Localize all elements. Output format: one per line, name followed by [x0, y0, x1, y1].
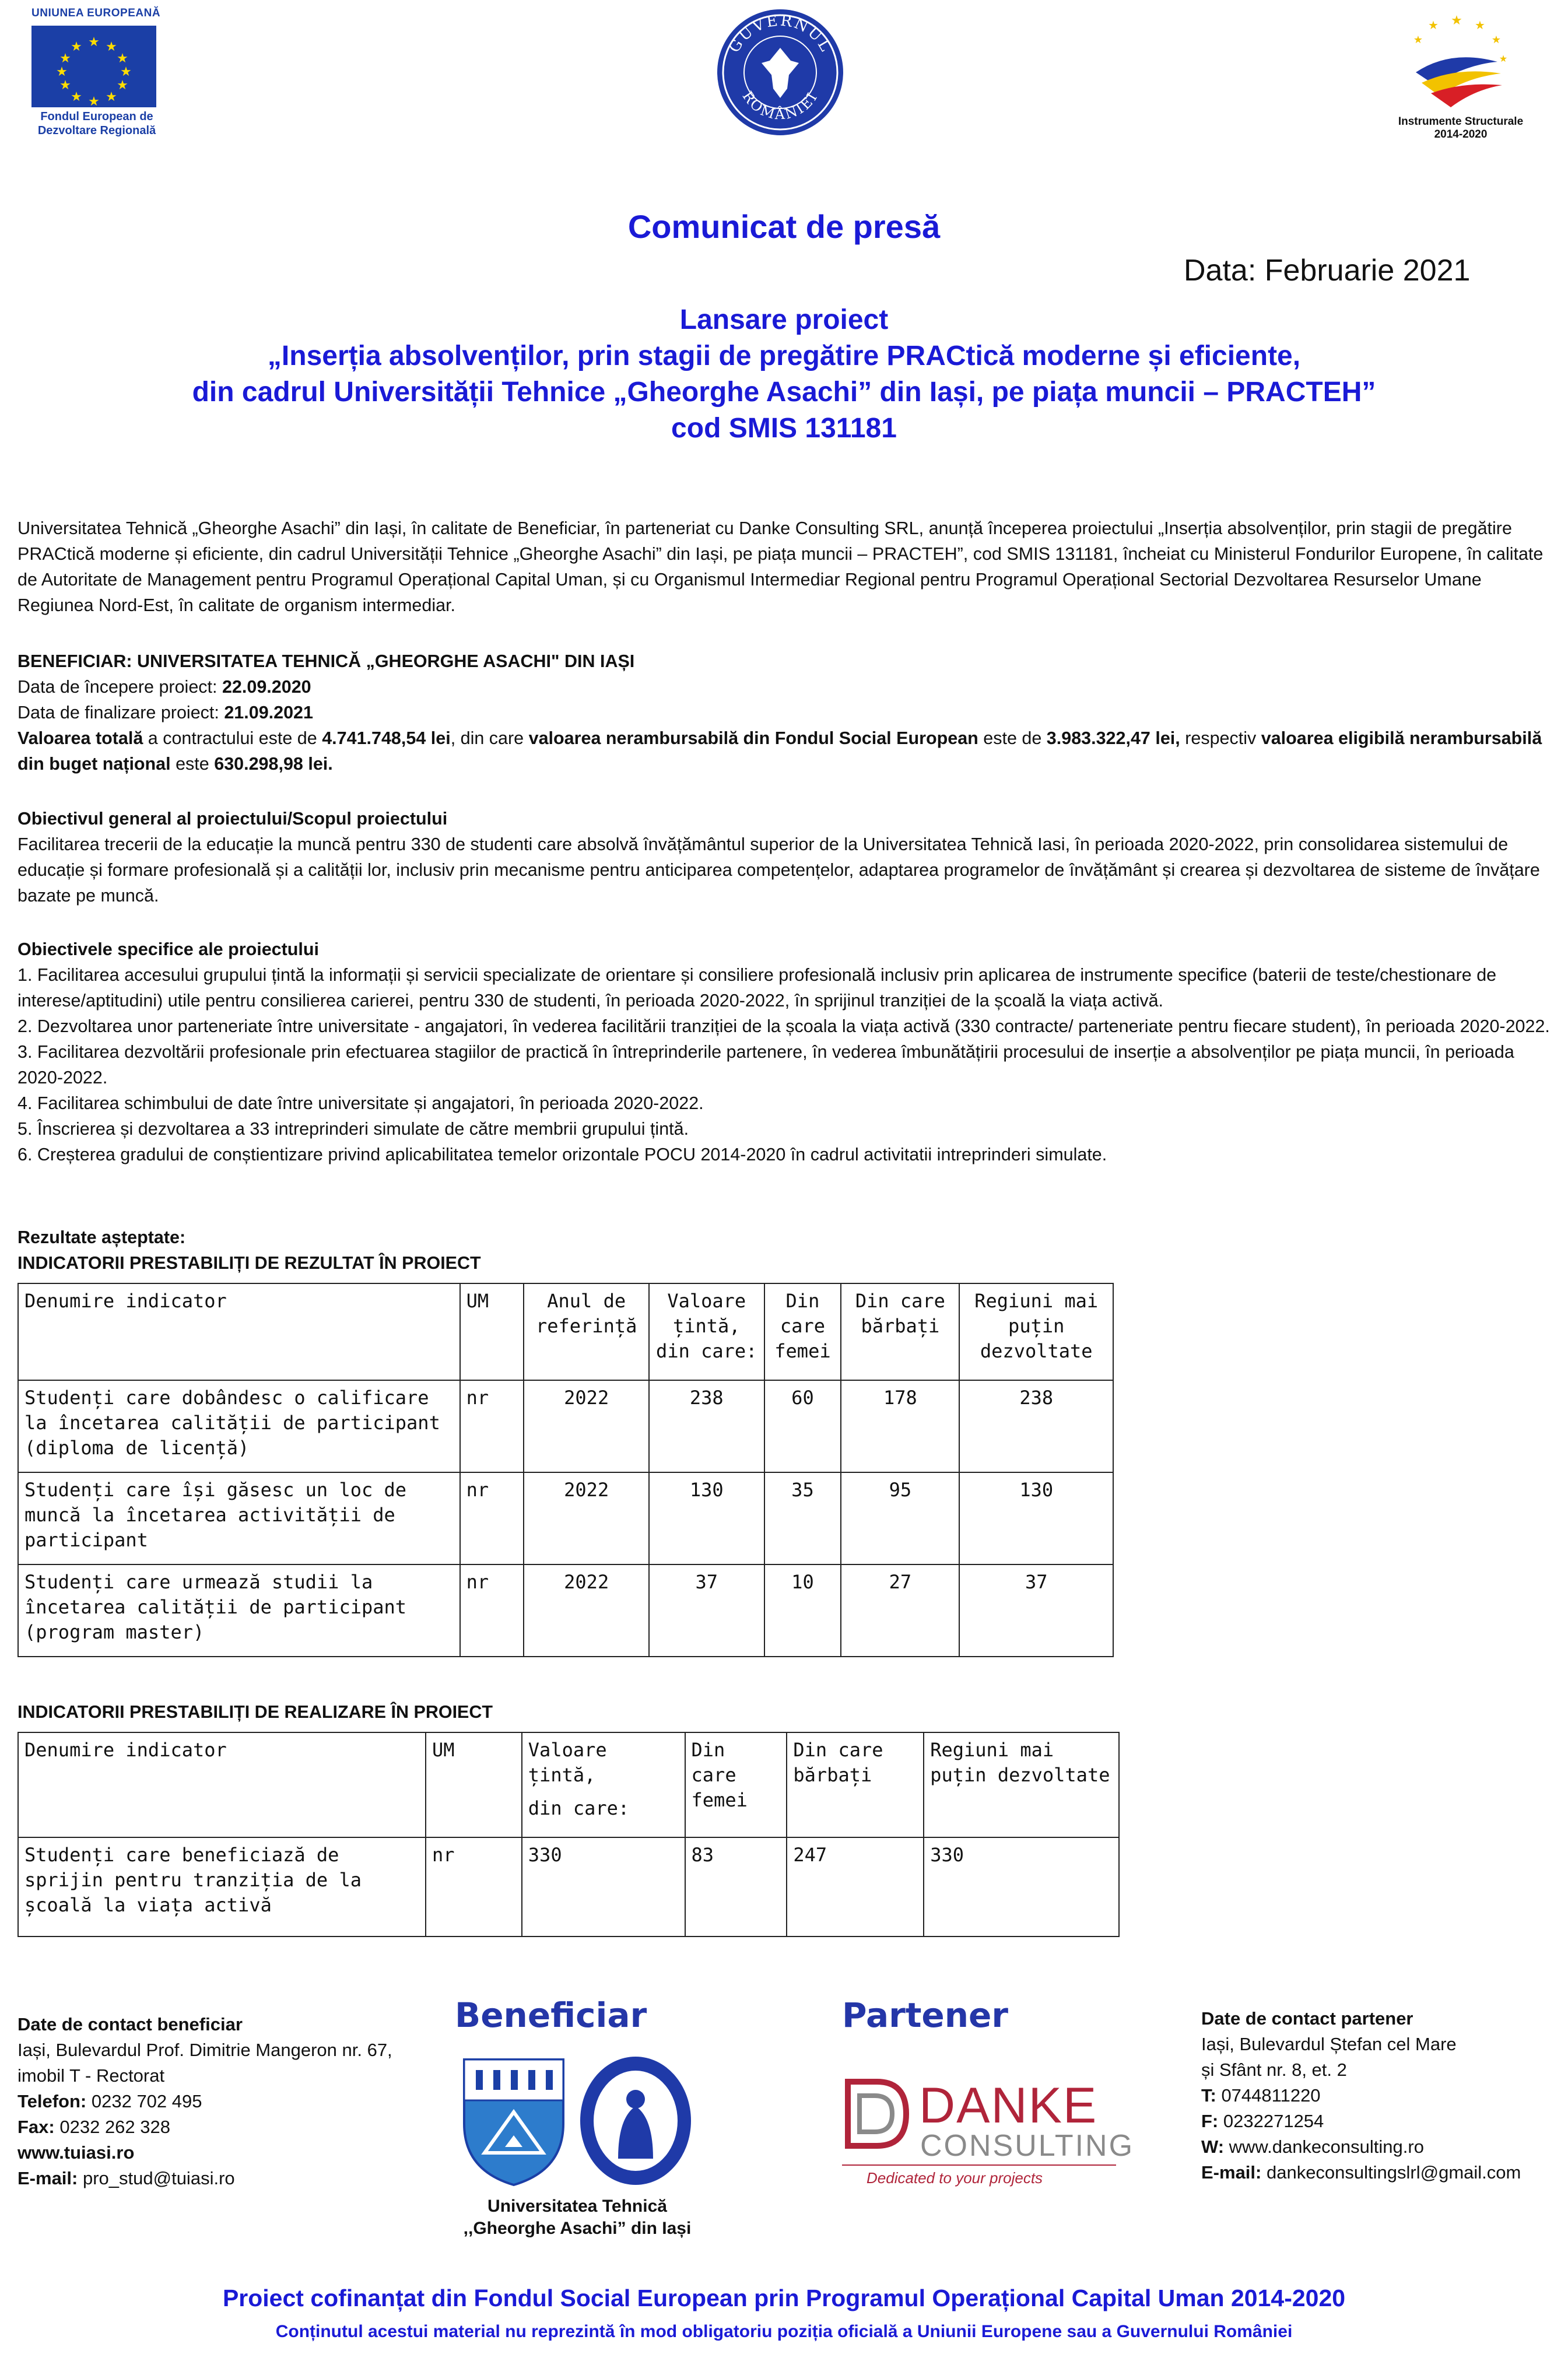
- svg-text:★: ★: [106, 89, 117, 104]
- partner-contact: [1201, 2006, 1563, 2185]
- svg-text:★: ★: [1499, 54, 1508, 64]
- project-title-line2: „Inserția absolvenților, prin stagii de pregătire PRACtică moderne și eficiente,: [267, 341, 1301, 371]
- table-cell: Studenți care dobândesc o calificare la încetarea calității de participant (diploma de licență): [18, 1380, 460, 1472]
- beneficiary-email: [17, 2166, 449, 2191]
- table-header-cell: Anul de referință: [524, 1283, 649, 1380]
- svg-text:★: ★: [59, 78, 71, 92]
- partner-address-1: Iași, Bulevardul Ștefan cel Mare: [1201, 2034, 1457, 2054]
- table-cell: 37: [649, 1564, 764, 1657]
- structural-instruments-label: [1376, 115, 1545, 141]
- table-header-cell: Regiuni mai puțin dezvoltate: [924, 1732, 1119, 1837]
- objective-item: 6. Creșterea gradului de conștientizare privind aplicabilitatea temelor orizontale POCU 2014-2020 în cadrul activitatii intreprinderi simulate.: [17, 1145, 1107, 1164]
- partner-website: [1201, 2134, 1563, 2160]
- partner-contact-heading: Date de contact partener: [1201, 2008, 1413, 2029]
- cv-9: valoarea eligibilă nerambursabilă din buget național: [17, 728, 1542, 774]
- table-cell: 2022: [524, 1472, 649, 1564]
- start-date-value: 22.09.2020: [222, 677, 311, 697]
- table-cell: 238: [959, 1380, 1113, 1472]
- table-cell: 2022: [524, 1380, 649, 1472]
- partner-phone-label: T:: [1201, 2085, 1216, 2106]
- table-row: [18, 1837, 1119, 1936]
- svg-text:★: ★: [1428, 19, 1439, 32]
- svg-text:★: ★: [56, 64, 68, 79]
- danke-brand: DANKE: [919, 2078, 1098, 2134]
- table-cell: 330: [924, 1837, 1119, 1936]
- partner-phone: [1201, 2083, 1563, 2109]
- fax-value: 0232 262 328: [54, 2117, 170, 2137]
- cv-8: respectiv: [1180, 728, 1261, 748]
- table-header-cell: Din care bărbați: [787, 1732, 924, 1837]
- end-date: [17, 700, 1551, 725]
- cv-1: Valoarea totală: [17, 728, 143, 748]
- partner-fax: [1201, 2109, 1563, 2134]
- eu-title: UNIUNEA EUROPEANĂ: [31, 7, 161, 19]
- phone-value: 0232 702 495: [86, 2091, 202, 2111]
- general-objective-heading: Obiectivul general al proiectului/Scopul proiectului: [17, 809, 448, 829]
- cofinancing-note: Proiect cofinanțat din Fondul Social European prin Programul Operațional Capital Uman 2014-2020: [222, 2285, 1346, 2311]
- project-title-line3: din cadrul Universității Tehnice „Gheorghe Asachi” din Iași, pe piața muncii – PRACTEH”: [192, 377, 1376, 408]
- end-date-value: 21.09.2021: [224, 703, 313, 722]
- beneficiary-fax: [17, 2114, 449, 2140]
- table-header-cell: [522, 1732, 685, 1837]
- objective-item: 1. Facilitarea accesului grupului țintă la informații și servicii specializate de orientare și consiliere profesională inclusiv prin aplicarea de instrumente specifice (baterii de teste/chestionare de interese/aptitudini) utile pentru consilierea carierei, pentru 330 de studenti, în perioada 2020-2022, în sprijinul tranziției de la școală la viața activă.: [17, 965, 1497, 1011]
- is-years: 2014-2020: [1434, 128, 1488, 141]
- project-title: [0, 302, 1568, 447]
- project-title-line4: cod SMIS 131181: [671, 413, 897, 444]
- table-cell: 238: [649, 1380, 764, 1472]
- table-row: [18, 1380, 1113, 1472]
- svg-text:★: ★: [59, 51, 71, 65]
- is-label: Instrumente Structurale: [1398, 115, 1524, 128]
- table-cell: 2022: [524, 1564, 649, 1657]
- general-objective-text: Facilitarea trecerii de la educație la muncă pentru 330 de studenti care absolvă învățământul superior de la Universitatea Tehnică Iasi, în perioada 2020-2022, prin consolidarea sistemului de educație și formare profesională și a calității lor, inclusiv prin mecanisme pentru anticiparea competențelor, adaptarea programelor de învățământ și crearea și dezvoltarea de sisteme de învățare bazate pe muncă.: [17, 834, 1540, 906]
- svg-text:★: ★: [117, 78, 128, 92]
- output-indicators-table: [17, 1732, 1120, 1937]
- gov-bottom-text: ROMÂNIEI: [739, 88, 822, 123]
- table-cell: 35: [764, 1472, 841, 1564]
- table-header-cell: Denumire indicator: [18, 1283, 460, 1380]
- partner-fax-label: F:: [1201, 2111, 1219, 2131]
- contract-value: [17, 725, 1551, 777]
- table-header-cell: Valoare țintă, din care:: [649, 1283, 764, 1380]
- eu-flag-icon: [31, 26, 156, 107]
- table-cell: 178: [841, 1380, 959, 1472]
- table-header-cell: Din care bărbați: [841, 1283, 959, 1380]
- table-cell: 130: [649, 1472, 764, 1564]
- table-header-cell: Denumire indicator: [18, 1732, 426, 1837]
- table-cell: 27: [841, 1564, 959, 1657]
- results-heading: Rezultate așteptate:: [17, 1227, 186, 1247]
- table-cell: 10: [764, 1564, 841, 1657]
- consulting-brand: CONSULTING: [920, 2129, 1135, 2163]
- table-cell: nr: [460, 1472, 524, 1564]
- table-cell: 130: [959, 1472, 1113, 1564]
- svg-text:★: ★: [106, 39, 117, 54]
- partner-email-value: dankeconsultingslrl@gmail.com: [1261, 2162, 1521, 2183]
- partner-email-label: E-mail:: [1201, 2162, 1262, 2183]
- structural-instruments-logo-icon: [1398, 8, 1515, 113]
- beneficiary-contact-heading: Date de contact beneficiar: [17, 2014, 243, 2034]
- objective-item: 5. Înscrierea și dezvoltarea a 33 intreprinderi simulate de către membrii grupului țintă.: [17, 1119, 689, 1139]
- beneficiary-website: www.tuiasi.ro: [17, 2142, 135, 2163]
- table-row: [18, 1564, 1113, 1657]
- beneficiary-address-2: imobil T - Rectorat: [17, 2065, 165, 2086]
- eu-fund-name: Fondul European de Dezvoltare Regională: [37, 110, 156, 137]
- results-section: [17, 1225, 1551, 1276]
- beneficiary-section: [17, 648, 1551, 777]
- table-cell: 330: [522, 1837, 685, 1936]
- danke-divider: [842, 2164, 1116, 2166]
- danke-tagline: Dedicated to your projects: [867, 2169, 1043, 2187]
- table-header-row: [18, 1283, 1113, 1380]
- table-row: [18, 1472, 1113, 1564]
- university-caption-2: ,,Gheorghe Asachi” din Iași: [463, 2219, 692, 2238]
- cv-4: , din care: [450, 728, 529, 748]
- objective-item: 2. Dezvoltarea unor parteneriate între universitate - angajatori, în vederea facilitării tranziției de la școala la viața activă (330 contracte/ parteneriate pentru fiecare student), în perioada 2020-2022.: [17, 1016, 1550, 1036]
- total-value: 4.741.748,54 lei: [322, 728, 451, 748]
- university-crest-icon: [458, 2054, 569, 2188]
- email-label: E-mail:: [17, 2168, 78, 2188]
- email-value: pro_stud@tuiasi.ro: [78, 2168, 235, 2188]
- table-cell: Studenți care urmează studii la încetarea calității de participant (program master): [18, 1564, 460, 1657]
- table-header-cell: Regiuni mai puțin dezvoltate: [959, 1283, 1113, 1380]
- university-seal-icon: [577, 2054, 694, 2188]
- table-header-cell: UM: [460, 1283, 524, 1380]
- svg-text:★: ★: [71, 89, 82, 104]
- university-caption-1: Universitatea Tehnică: [487, 2197, 667, 2216]
- svg-text:★: ★: [1451, 13, 1462, 27]
- result-indicators-heading: INDICATORII PRESTABILIȚI DE REZULTAT ÎN PROIECT: [17, 1253, 481, 1273]
- fax-label: Fax:: [17, 2117, 55, 2137]
- project-title-line1: Lansare proiect: [679, 304, 889, 335]
- disclaimer: Conținutul acestui material nu reprezintă în mod obligatoriu poziția oficială a Uniunii Europene sau a Guvernului României: [275, 2322, 1293, 2341]
- specific-objectives: [17, 936, 1551, 1167]
- table-cell: 247: [787, 1837, 924, 1936]
- table-cell: nr: [460, 1380, 524, 1472]
- partner-fax-value: 0232271254: [1218, 2111, 1324, 2131]
- end-date-label: Data de finalizare proiect:: [17, 703, 224, 722]
- objective-item: 3. Facilitarea dezvoltării profesionale prin efectuarea stagiilor de practică în întreprinderile partenere, în vederea îmbunătățirii procesului de inserție a absolvenților pe piața muncii, în perioada 2020-2022.: [17, 1042, 1514, 1087]
- table-header-cell: Din care femei: [764, 1283, 841, 1380]
- beneficiary-phone: [17, 2089, 449, 2114]
- svg-text:★: ★: [1413, 34, 1423, 45]
- cv-5: valoarea nerambursabilă din Fondul Social European: [528, 728, 978, 748]
- cv-10: este: [170, 754, 215, 774]
- partner-logo-title: Partener: [842, 1995, 1008, 2035]
- table-cell: nr: [460, 1564, 524, 1657]
- start-date-label: Data de începere proiect:: [17, 677, 222, 697]
- objective-item: 4. Facilitarea schimbului de date între universitate și angajatori, în perioada 2020-2022.: [17, 1093, 704, 1113]
- danke-monogram-icon: [842, 2076, 912, 2152]
- svg-text:★: ★: [117, 51, 128, 65]
- table-header-row: [18, 1732, 1119, 1837]
- svg-text:★: ★: [88, 34, 100, 49]
- fse-value: 3.983.322,47 lei,: [1046, 728, 1180, 748]
- svg-text:★: ★: [71, 39, 82, 54]
- beneficiary-logo-title: Beneficiar: [455, 1995, 647, 2035]
- cv-6: este de: [978, 728, 1047, 748]
- table-cell: Studenți care beneficiază de sprijin pentru tranziția de la școală la viața activă: [18, 1837, 426, 1936]
- partner-address-2: și Sfânt nr. 8, et. 2: [1201, 2060, 1347, 2080]
- table-cell: 83: [685, 1837, 787, 1936]
- beneficiary-address-1: Iași, Bulevardul Prof. Dimitrie Mangeron nr. 67,: [17, 2040, 392, 2060]
- specific-objectives-heading: Obiectivele specifice ale proiectului: [17, 939, 320, 959]
- table-cell: 37: [959, 1564, 1113, 1657]
- partner-web-label: W:: [1201, 2137, 1225, 2157]
- table-header-cell: UM: [426, 1732, 522, 1837]
- start-date: [17, 674, 1551, 700]
- output-indicators-heading: INDICATORII PRESTABILIȚI DE REALIZARE ÎN PROIECT: [17, 1702, 493, 1722]
- table-cell: 95: [841, 1472, 959, 1564]
- table-header-cell: Din care femei: [685, 1732, 787, 1837]
- partner-web-value: www.dankeconsulting.ro: [1224, 2137, 1424, 2157]
- table-cell: 60: [764, 1380, 841, 1472]
- general-objective: [17, 806, 1551, 908]
- svg-text:★: ★: [1491, 34, 1502, 45]
- page-title: Comunicat de presă: [627, 208, 941, 245]
- beneficiary-heading: BENEFICIAR: UNIVERSITATEA TEHNICĂ „GHEORGHE ASACHI" DIN IAȘI: [17, 651, 635, 671]
- result-indicators-table: [17, 1283, 1114, 1657]
- intro-paragraph: Universitatea Tehnică „Gheorghe Asachi” din Iași, în calitate de Beneficiar, în parteneriat cu Danke Consulting SRL, anunță începerea proiectului „Inserția absolvenților, prin stagii de pregătire PRACtică moderne și eficiente, din cadrul Universității Tehnice „Gheorghe Asachi” din Iași, pe piața muncii – PRACTEH”, cod SMIS 131181, încheiat cu Ministerul Fondurilor Europene, în calitate de Autoritate de Management pentru Programul Operațional Capital Uman, și cu Organismul Intermediar Regional pentru Programul Operațional Sectorial Dezvoltarea Resurselor Umane Regiunea Nord-Est, în calitate de organism intermediar.: [17, 518, 1544, 615]
- table-cell: Studenți care își găsesc un loc de muncă la încetarea activității de participant: [18, 1472, 460, 1564]
- government-seal-icon: [715, 7, 846, 138]
- of-which-label: din care:: [528, 1797, 630, 1819]
- svg-text:★: ★: [88, 94, 100, 107]
- beneficiary-contact: [17, 2012, 449, 2191]
- release-date: Data: Februarie 2021: [1184, 254, 1471, 287]
- phone-label: Telefon:: [17, 2091, 87, 2111]
- cv-2: a contractului este de: [143, 728, 322, 748]
- svg-text:★: ★: [120, 64, 132, 79]
- partner-phone-value: 0744811220: [1216, 2085, 1321, 2106]
- university-caption: [443, 2195, 711, 2240]
- target-value-label: Valoare țintă,: [528, 1739, 607, 1786]
- table-cell: nr: [426, 1837, 522, 1936]
- partner-email: [1201, 2160, 1563, 2185]
- national-value: 630.298,98 lei.: [214, 754, 333, 774]
- gov-top-text: GUVERNUL: [725, 12, 835, 56]
- svg-text:★: ★: [1475, 19, 1485, 32]
